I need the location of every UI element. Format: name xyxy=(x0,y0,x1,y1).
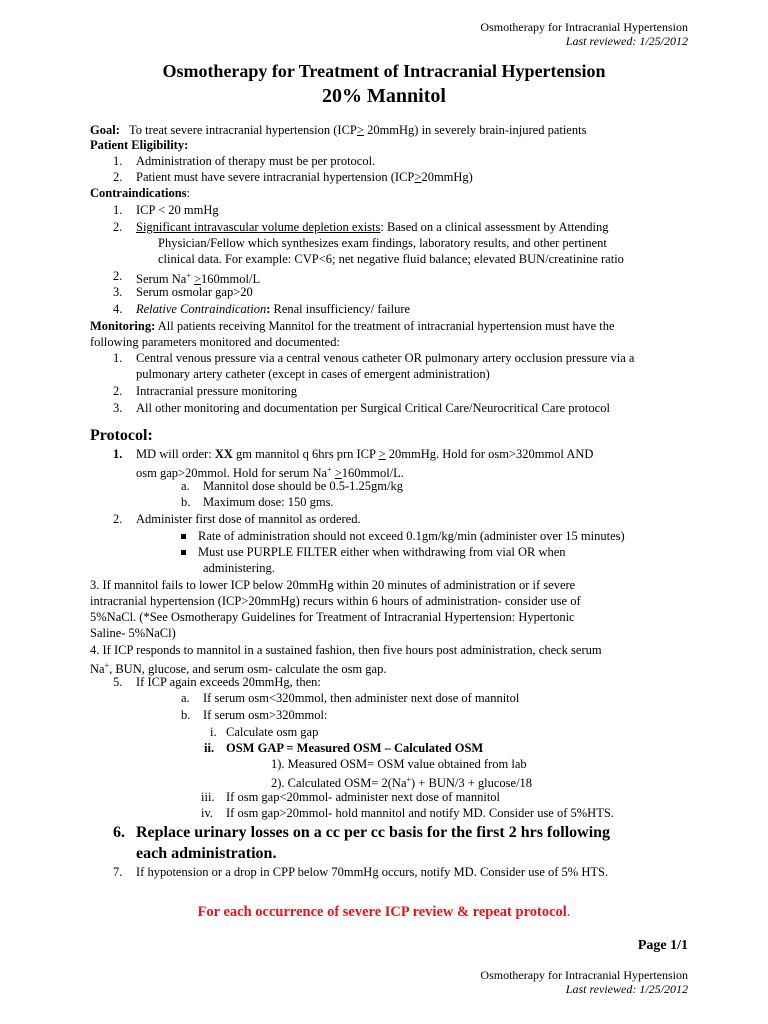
step-4-line2-a: Na xyxy=(90,662,105,677)
eligibility-item-2-symbol: > xyxy=(414,170,422,184)
alert-dot: . xyxy=(566,904,571,920)
contra-num-4: 3. xyxy=(113,285,123,299)
monitoring-num-1: 1. xyxy=(113,351,123,365)
protocol-step-6-line2: each administration. xyxy=(136,845,277,862)
eligibility-item-1: Administration of therapy must be per protocol. xyxy=(136,154,376,168)
contraindications-colon: : xyxy=(186,186,191,200)
contra-item-5-rest: Renal insufficiency/ failure xyxy=(270,302,411,316)
step-5b-i-label: i. xyxy=(210,725,217,739)
document-title: Osmotherapy for Treatment of Intracranial Hypertension xyxy=(162,61,606,81)
footer-title: Osmotherapy for Intracranial Hypertension xyxy=(480,968,688,982)
step-4-line2-b: , BUN, glucose, and serum osm- calculate the osm gap. xyxy=(109,662,387,677)
protocol-step-2-num: 2. xyxy=(113,512,123,526)
protocol-step-5: If ICP again exceeds 20mmHg, then: xyxy=(136,675,321,689)
contra-item-2-line3: clinical data. For example: CVP<6; net negative fluid balance; elevated BUN/creatinine ratio xyxy=(158,252,624,266)
eligibility-item-2-text-end: 20mmHg) xyxy=(421,170,473,184)
step-5b-iii-text: If osm gap<20mmol- administer next dose of mannitol xyxy=(226,790,501,804)
step-2-bullet-1-text: Rate of administration should not exceed 0.1gm/kg/min (administer over 15 minutes) xyxy=(198,529,625,543)
step-1-line2-c: 160mmol/L. xyxy=(341,466,404,481)
monitoring-item-1-line2: pulmonary artery catheter (except in cases of emergent administration) xyxy=(136,367,490,381)
protocol-step-1-num: 1. xyxy=(113,447,123,461)
contra-num-2: 2. xyxy=(113,220,123,234)
protocol-step-3-line1: 3. If mannitol fails to lower ICP below 20mmHg within 20 minutes of administration or if severe xyxy=(90,578,576,592)
contra-item-3-symbol: > xyxy=(193,272,202,287)
protocol-step-2: Administer first dose of mannitol as ordered. xyxy=(136,512,361,526)
monitoring-item-3: All other monitoring and documentation per Surgical Critical Care/Neurocritical Care protocol xyxy=(136,401,610,415)
page-number: Page 1/1 xyxy=(637,938,688,953)
monitoring-line-2: following parameters monitored and documented: xyxy=(90,335,340,349)
step-1-text-c: 20mmHg. Hold for osm>320mmol AND xyxy=(385,447,594,461)
step-1b-label: b. xyxy=(181,495,191,509)
step-1a-label: a. xyxy=(181,479,190,493)
monitoring-item-2: Intracranial pressure monitoring xyxy=(136,384,298,398)
contra-num-5: 4. xyxy=(113,302,123,316)
monitoring-item-1: Central venous pressure via a central venous catheter OR pulmonary artery occlusion pressure via a xyxy=(136,351,635,365)
step-1-line2-a: osm gap>20mmol. Hold for serum Na xyxy=(136,466,328,481)
monitoring-num-3: 3. xyxy=(113,401,123,415)
protocol-step-3-line3: 5%NaCl. (*See Osmotherapy Guidelines for Treatment of Intracranial Hypertension: Hypertonic xyxy=(90,610,575,624)
contra-item-4: Serum osmolar gap>20 xyxy=(136,285,253,299)
monitoring-line-1 xyxy=(90,318,615,334)
calculated-osm-a: 2). Calculated OSM= 2(Na xyxy=(271,776,407,791)
contra-item-3-text: Serum Na xyxy=(136,272,187,287)
contraindications-heading xyxy=(90,185,190,201)
step-2-bullet-2 xyxy=(181,544,566,560)
square-bullet-icon xyxy=(181,534,186,539)
step-5b-ii-label: ii. xyxy=(204,741,215,755)
contra-item-2 xyxy=(136,219,608,235)
step-2-bullet-2-text: Must use PURPLE FILTER either when withdrawing from vial OR when xyxy=(198,545,566,559)
step-5b-ii-formula: OSM GAP = Measured OSM – Calculated OSM xyxy=(226,741,484,755)
step-1-symbol: > xyxy=(378,447,386,461)
goal-symbol: > xyxy=(356,123,364,137)
eligibility-label: Patient Eligibility: xyxy=(90,138,189,152)
calculated-osm-sup: + xyxy=(406,775,412,784)
protocol-step-6-num: 6. xyxy=(113,824,125,841)
document-subtitle: 20% Mannitol xyxy=(322,85,446,107)
step-2-bullet-1 xyxy=(181,528,625,544)
alert-text: For each occurrence of severe ICP review & repeat protocol xyxy=(197,904,567,920)
measured-osm-line: 1). Measured OSM= OSM value obtained from lab xyxy=(271,757,527,771)
protocol-step-7-num: 7. xyxy=(113,865,123,879)
protocol-step-1 xyxy=(136,446,593,462)
step-5a-text: If serum osm<320mmol, then administer next dose of mannitol xyxy=(203,691,520,705)
eligibility-item-2-text: Patient must have severe intracranial hypertension (ICP xyxy=(136,170,415,184)
contra-item-2-underlined: Significant intravascular volume depletion exists xyxy=(136,220,381,234)
contra-item-3-text-end: 160mmol/L xyxy=(201,272,261,287)
contra-item-1: ICP < 20 mmHg xyxy=(136,203,219,217)
goal-label: Goal: xyxy=(90,123,120,137)
monitoring-num-2: 2. xyxy=(113,384,123,398)
contra-item-5 xyxy=(136,301,410,317)
step-1-sup: + xyxy=(327,465,332,474)
protocol-step-7: If hypotension or a drop in CPP below 70mmHg occurs, notify MD. Consider use of 5% HTS. xyxy=(136,865,609,879)
header-reviewed-date: Last reviewed: 1/25/2012 xyxy=(565,34,688,48)
goal-text-end: 20mmHg) in severely brain-injured patients xyxy=(363,123,587,137)
repeat-protocol-alert xyxy=(0,903,768,921)
square-bullet-icon xyxy=(181,550,186,555)
step-5b-text: If serum osm>320mmol: xyxy=(203,708,328,722)
step-1-text-a: MD will order: xyxy=(136,447,215,461)
protocol-step-6-line1: Replace urinary losses on a cc per cc basis for the first 2 hrs following xyxy=(136,824,611,841)
eligibility-item-2 xyxy=(136,169,473,185)
monitoring-text-1: All patients receiving Mannitol for the treatment of intracranial hypertension must have the xyxy=(155,319,615,333)
step-5b-i-text: Calculate osm gap xyxy=(226,725,319,739)
protocol-step-3-line4: Saline- 5%NaCl) xyxy=(90,626,176,640)
step-5b-iii-label: iii. xyxy=(201,790,215,804)
calculated-osm-b: ) + BUN/3 + glucose/18 xyxy=(411,776,533,791)
protocol-heading: Protocol: xyxy=(90,427,153,444)
contraindications-label: Contraindications xyxy=(90,186,187,200)
protocol-step-4-line1: 4. If ICP responds to mannitol in a sustained fashion, then five hours post administration, check serum xyxy=(90,643,602,657)
step-1-text-b: gm mannitol q 6hrs prn ICP xyxy=(232,447,379,461)
monitoring-label: Monitoring: xyxy=(90,319,156,333)
step-1-dose-placeholder: XX xyxy=(214,447,233,461)
step-2-bullet-2-line2: administering. xyxy=(203,561,275,575)
page-header xyxy=(480,20,688,48)
eligibility-num-1: 1. xyxy=(113,154,123,168)
protocol-step-3-line2: intracranial hypertension (ICP>20mmHg) recurs within 6 hours of administration- consider use of xyxy=(90,594,581,608)
contra-item-5-colon: : xyxy=(266,302,271,316)
protocol-step-5-num: 5. xyxy=(113,675,123,689)
step-4-sup: + xyxy=(104,661,110,670)
header-title: Osmotherapy for Intracranial Hypertension xyxy=(480,20,688,34)
step-5b-label: b. xyxy=(181,708,191,722)
goal-text: To treat severe intracranial hypertension (ICP xyxy=(129,123,357,137)
page-footer xyxy=(480,968,688,996)
contra-item-3-sup: + xyxy=(186,271,191,280)
contra-num-3: 2. xyxy=(113,269,123,283)
goal-line xyxy=(90,122,586,138)
contra-item-2-rest: : Based on a clinical assessment by Attending xyxy=(380,220,609,234)
step-5b-iv-text: If osm gap>20mmol- hold mannitol and notify MD. Consider use of 5%HTS. xyxy=(226,806,614,820)
eligibility-num-2: 2. xyxy=(113,170,123,184)
step-1b-text: Maximum dose: 150 gms. xyxy=(203,495,334,509)
step-5b-iv-label: iv. xyxy=(201,806,214,820)
step-1a-text: Mannitol dose should be 0.5-1.25gm/kg xyxy=(203,479,403,493)
contra-num-1: 1. xyxy=(113,203,123,217)
footer-reviewed-date: Last reviewed: 1/25/2012 xyxy=(565,982,688,996)
contra-item-2-line2: Physician/Fellow which synthesizes exam findings, laboratory results, and other pertinent xyxy=(158,236,607,250)
step-5a-label: a. xyxy=(181,691,190,705)
contra-item-5-italic: Relative Contraindication xyxy=(136,302,267,316)
step-1-symbol-2: > xyxy=(334,466,342,481)
